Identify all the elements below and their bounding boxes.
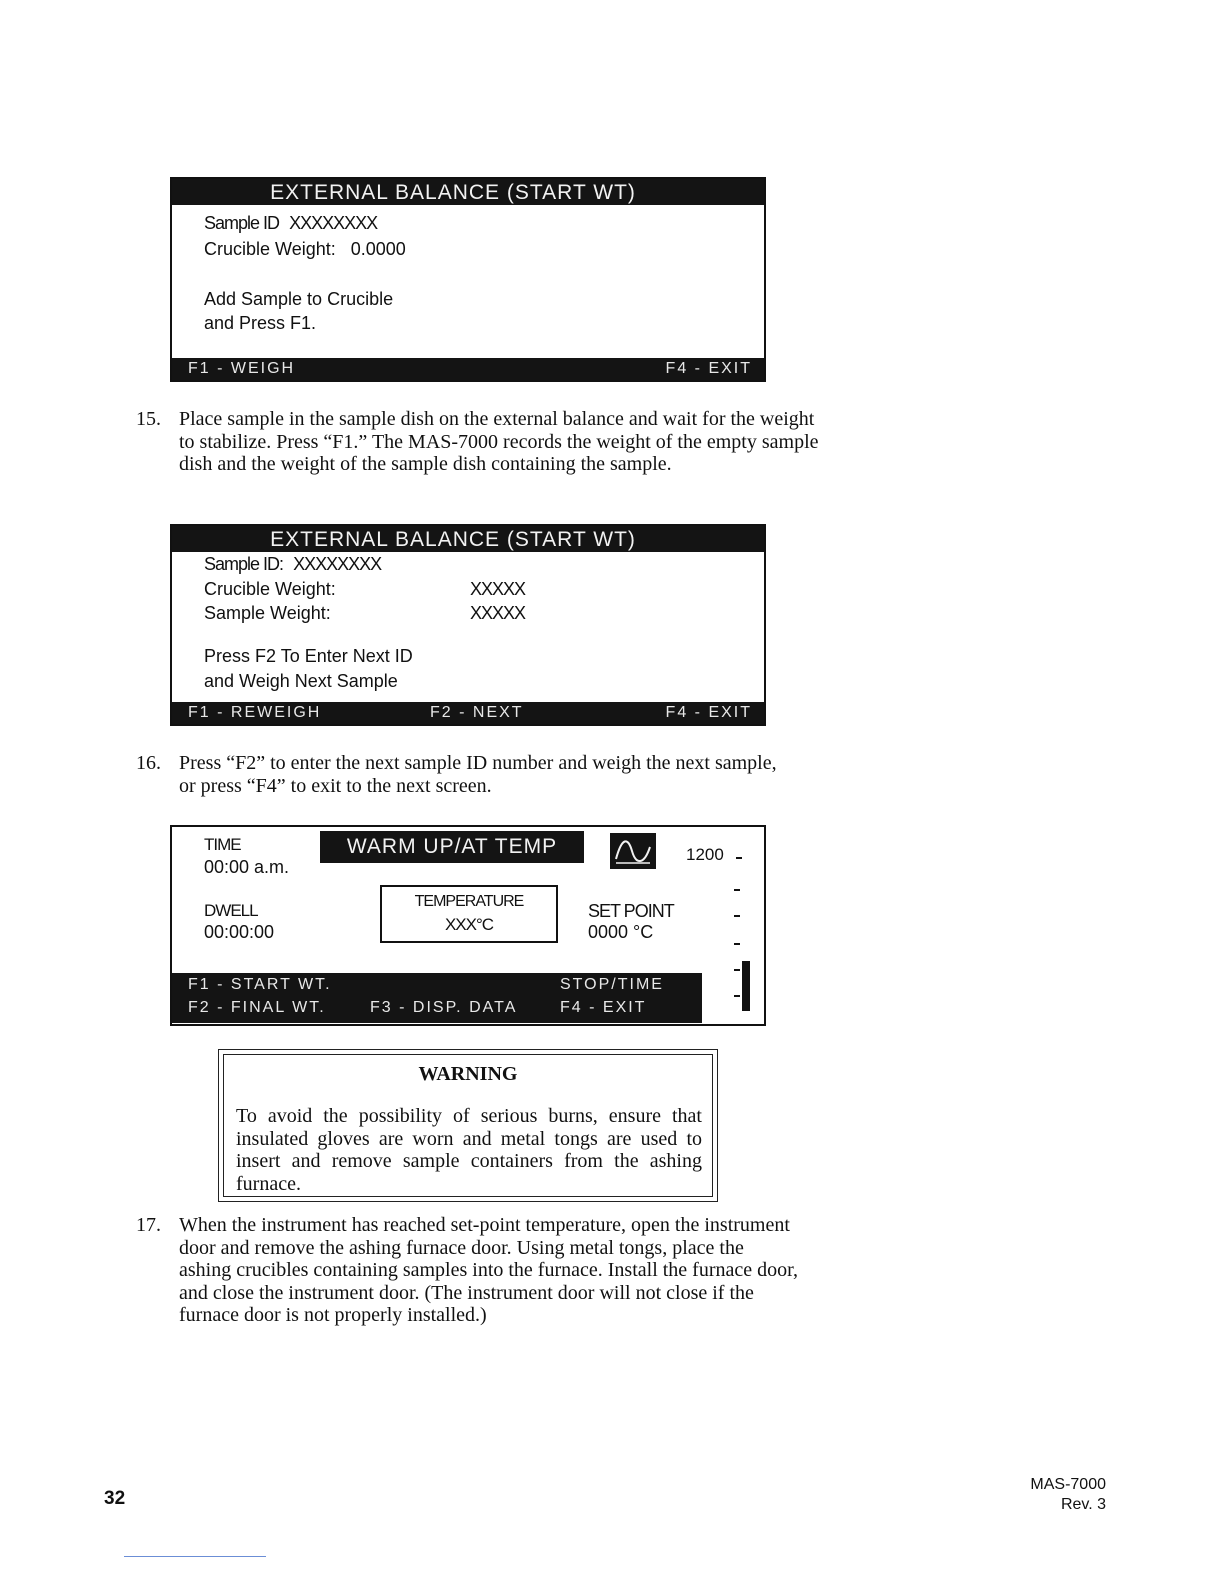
scale-max-label: 1200: [686, 845, 724, 864]
f1-reweigh-key[interactable]: F1 - REWEIGH: [188, 704, 322, 721]
f4-exit-key[interactable]: F4 - EXIT: [665, 360, 752, 377]
heat-curve-icon: [610, 833, 656, 869]
f4-exit-key[interactable]: F4 - EXIT: [560, 999, 647, 1016]
step-number: 17.: [136, 1214, 161, 1236]
sample-weight-label: Sample Weight:: [204, 603, 331, 623]
f1-weigh-key[interactable]: F1 - WEIGH: [188, 360, 296, 377]
f2-final-wt-key[interactable]: F2 - FINAL WT.: [188, 999, 326, 1016]
step-number: 16.: [136, 752, 161, 774]
instruction-line-2: and Press F1.: [204, 313, 317, 333]
function-key-bar: [172, 702, 764, 724]
scale-tick: [734, 915, 740, 917]
model-label: MAS-7000: [1030, 1476, 1106, 1493]
time-label: TIME: [204, 835, 241, 854]
stop-time-key[interactable]: STOP/TIME: [560, 976, 664, 993]
scale-tick: [734, 889, 740, 891]
temperature-label: TEMPERATURE: [414, 893, 524, 910]
page-number: 32: [104, 1488, 126, 1509]
f2-next-key[interactable]: F2 - NEXT: [430, 704, 524, 721]
f3-disp-data-key[interactable]: F3 - DISP. DATA: [370, 999, 518, 1016]
instruction-line-1: Press F2 To Enter Next ID: [204, 646, 413, 666]
f4-exit-key[interactable]: F4 - EXIT: [665, 704, 752, 721]
step-text: When the instrument has reached set-point temperature, open the instrument door and remove the ashing furnace door. Using metal tongs, place the ashing crucibles containing samples into the furnace. Install the furnace door, and close the instrument door. (The instrument door will not close if the furnace door is not properly installed.): [179, 1214, 798, 1326]
set-point-label: SET POINT: [588, 901, 674, 921]
warm-up-screen: [170, 825, 766, 1026]
screen-title: EXTERNAL BALANCE (START WT): [172, 526, 764, 552]
sample-id-label: Sample ID:: [204, 554, 284, 574]
function-key-bar: [172, 973, 702, 1023]
crucible-weight-value: 0.0000: [350, 239, 406, 259]
crucible-weight-label: Crucible Weight:: [204, 579, 336, 599]
set-point-value: 0000 °C: [588, 922, 654, 942]
external-balance-screen-2: [170, 524, 766, 726]
sample-weight-value: XXXXX: [470, 603, 526, 623]
function-key-bar: [172, 358, 764, 380]
crucible-weight-label: Crucible Weight:: [204, 239, 336, 259]
status-banner: WARM UP/AT TEMP: [320, 831, 584, 863]
crucible-weight-value: XXXXX: [470, 579, 526, 599]
screen-title: EXTERNAL BALANCE (START WT): [172, 179, 764, 205]
warning-text: To avoid the possibility of serious burns, ensure that insulated gloves are worn and metal tongs are used to insert and remove sample containers from the ashing furnace.: [236, 1105, 702, 1195]
time-value: 00:00 a.m.: [204, 857, 290, 877]
external-balance-screen-1: [170, 177, 766, 382]
step-number: 15.: [136, 408, 161, 430]
sample-id-value: XXXXXXXX: [289, 213, 378, 233]
dwell-label: DWELL: [204, 901, 258, 920]
warning-box: [218, 1049, 718, 1202]
scale-tick: [736, 857, 742, 859]
step-text: Press “F2” to enter the next sample ID number and weigh the next sample, or press “F4” to exit to the next screen.: [179, 752, 777, 797]
sample-id-label: Sample ID: [204, 213, 280, 233]
scale-tick: [734, 969, 740, 971]
warning-title: WARNING: [418, 1063, 518, 1085]
temperature-box: [380, 885, 558, 943]
sample-id-value: XXXXXXXX: [293, 554, 382, 574]
scale-tick: [734, 995, 740, 997]
instruction-line-2: and Weigh Next Sample: [204, 671, 398, 691]
temperature-value: XXX°C: [444, 915, 494, 934]
temperature-level-bar: [742, 961, 750, 1011]
scale-tick: [734, 943, 740, 945]
instruction-line-1: Add Sample to Crucible: [204, 289, 394, 309]
dwell-value: 00:00:00: [204, 922, 275, 942]
step-text: Place sample in the sample dish on the external balance and wait for the weight to stabilize. Press “F1.” The MAS-7000 records the weight of the empty sample dish and the weight of the sample dish containing the sample.: [179, 408, 819, 475]
footnote-rule: [124, 1556, 266, 1557]
revision-label: Rev. 3: [1060, 1496, 1106, 1513]
f1-start-wt-key[interactable]: F1 - START WT.: [188, 976, 332, 993]
